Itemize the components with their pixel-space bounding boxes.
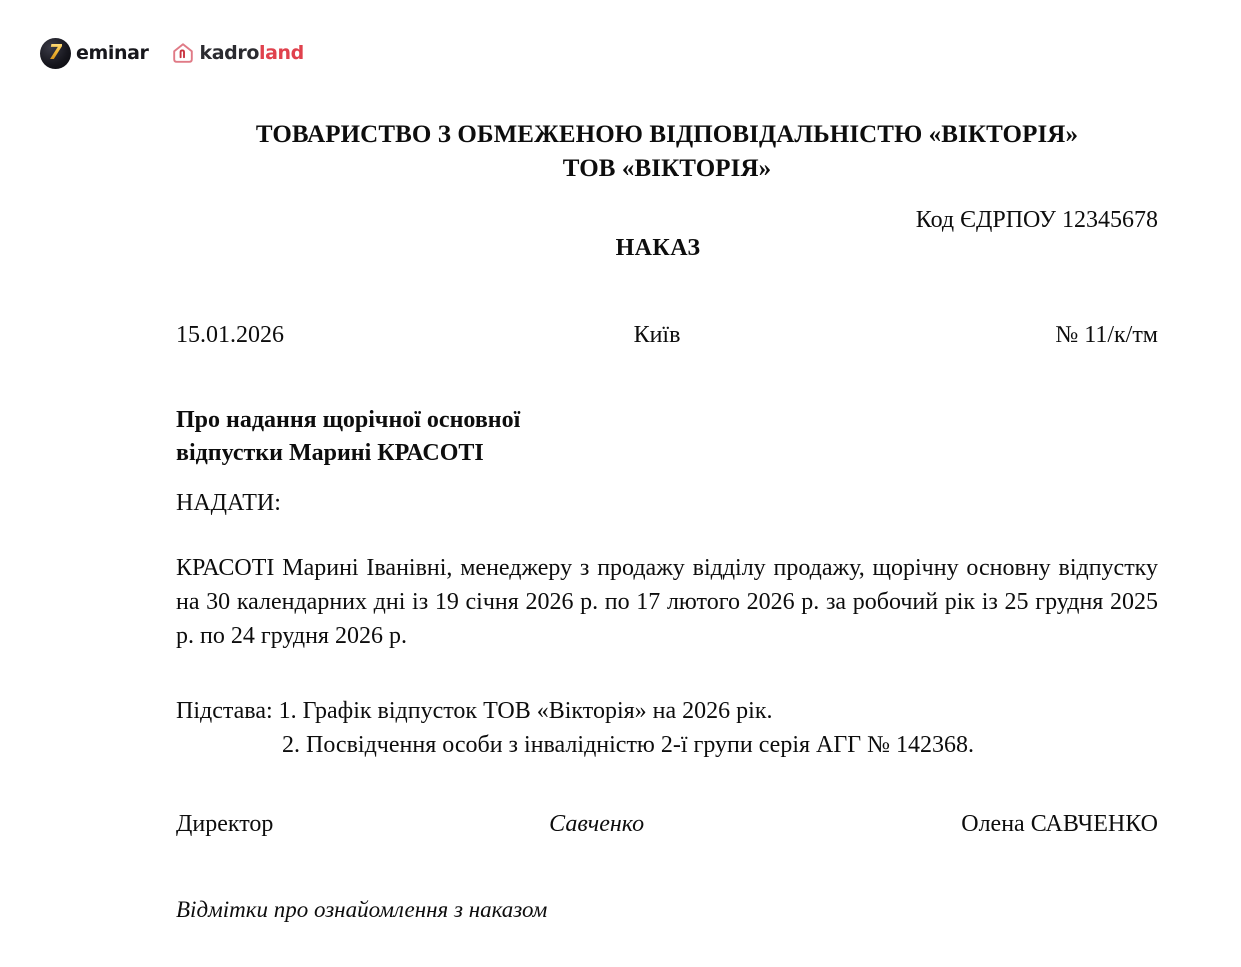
handwritten-signature: Савченко xyxy=(549,811,645,837)
document-city: Київ xyxy=(633,322,681,348)
organization-heading xyxy=(176,118,1158,185)
organization-full-name: ТОВАРИСТВО З ОБМЕЖЕНОЮ ВІДПОВІДАЛЬНІСТЮ «ВІКТОРІЯ» xyxy=(255,121,1079,148)
basis-line-2: 2. Посвідчення особи з інвалідністю 2-ї групи серія АГГ № 142368. xyxy=(282,732,975,759)
document-kind-title: НАКАЗ xyxy=(615,235,701,261)
basis-line-1: Підстава: 1. Графік відпусток ТОВ «Вікторія» на 2026 рік. xyxy=(176,698,773,724)
signatory-position: Директор xyxy=(176,811,274,837)
seminar-logo-label: eminar xyxy=(76,41,149,64)
document-date: 15.01.2026 xyxy=(176,322,284,348)
document-subject xyxy=(176,404,876,470)
document-number: № 11/к/тм xyxy=(1055,322,1158,348)
signature-row xyxy=(176,810,1158,839)
kadroland-label-dark: kadro xyxy=(199,41,259,64)
seminar-logo-digit: 7 xyxy=(48,40,63,64)
directive-keyword: НАДАТИ: xyxy=(176,490,281,516)
edrpou-code: Код ЄДРПОУ 12345678 xyxy=(915,207,1158,233)
order-body-text: КРАСОТІ Марині Іванівні, менеджеру з продажу відділу продажу, щорічну основну відпустку на 30 календарних дні із 19 січня 2026 р. по 17 лютого 2026 р. за робочий рік із 25 грудня 2025 р. по 24 грудня 2026 р. xyxy=(176,555,1158,650)
signatory-full-name: Олена САВЧЕНКО xyxy=(961,811,1158,837)
subject-line-2: відпустки Марині КРАСОТІ xyxy=(176,440,484,467)
document-meta-row xyxy=(176,321,1158,350)
acknowledgement-note: Відмітки про ознайомлення з наказом xyxy=(176,897,548,922)
kadroland-label-accent: land xyxy=(259,41,304,64)
organization-short-name: ТОВ «ВІКТОРІЯ» xyxy=(562,154,772,182)
basis-section xyxy=(176,694,1158,762)
subject-line-1: Про надання щорічної основної xyxy=(176,407,521,433)
